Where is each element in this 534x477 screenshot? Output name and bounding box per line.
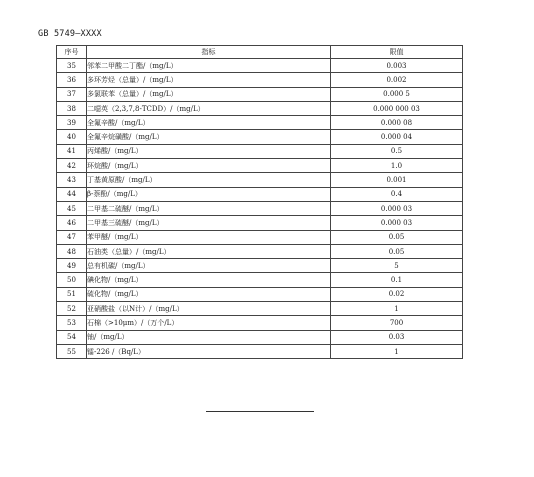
row-limit: 0.001 <box>331 173 463 187</box>
row-limit: 0.003 <box>331 59 463 73</box>
row-limit: 0.000 03 <box>331 201 463 215</box>
row-number: 48 <box>57 244 87 258</box>
table-row <box>57 130 463 144</box>
row-indicator: 碘化物/（mg/L） <box>87 273 331 287</box>
table-row <box>57 316 463 330</box>
row-indicator: β-萘酚/（mg/L） <box>87 187 331 201</box>
table-row <box>57 259 463 273</box>
end-rule <box>206 411 314 412</box>
row-limit: 5 <box>331 259 463 273</box>
row-number: 46 <box>57 216 87 230</box>
row-indicator: 全氟辛酸/（mg/L） <box>87 116 331 130</box>
row-indicator: 石油类（总量）/（mg/L） <box>87 244 331 258</box>
row-limit: 1 <box>331 302 463 316</box>
row-limit: 0.1 <box>331 273 463 287</box>
row-limit: 700 <box>331 316 463 330</box>
row-number: 50 <box>57 273 87 287</box>
column-header-indicator: 指标 <box>87 46 331 59</box>
row-number: 40 <box>57 130 87 144</box>
table-row <box>57 201 463 215</box>
indicator-limits-table <box>56 45 463 359</box>
row-number: 36 <box>57 73 87 87</box>
table-row <box>57 173 463 187</box>
row-indicator: 苯甲醚/（mg/L） <box>87 230 331 244</box>
row-indicator: 全氟辛烷磺酸/（mg/L） <box>87 130 331 144</box>
row-number: 41 <box>57 144 87 158</box>
row-number: 47 <box>57 230 87 244</box>
row-number: 42 <box>57 159 87 173</box>
table-row <box>57 344 463 358</box>
row-limit: 0.000 08 <box>331 116 463 130</box>
row-limit: 1 <box>331 344 463 358</box>
row-limit: 0.000 000 03 <box>331 101 463 115</box>
table-row <box>57 159 463 173</box>
table-row <box>57 187 463 201</box>
row-number: 49 <box>57 259 87 273</box>
row-indicator: 二噁英（2,3,7,8-TCDD）/（mg/L） <box>87 101 331 115</box>
row-limit: 0.02 <box>331 287 463 301</box>
row-number: 35 <box>57 59 87 73</box>
row-indicator: 丁基黄原酸/（mg/L） <box>87 173 331 187</box>
table-row <box>57 73 463 87</box>
row-number: 51 <box>57 287 87 301</box>
row-number: 45 <box>57 201 87 215</box>
row-number: 43 <box>57 173 87 187</box>
row-limit: 1.0 <box>331 159 463 173</box>
row-number: 38 <box>57 101 87 115</box>
row-number: 39 <box>57 116 87 130</box>
row-limit: 0.000 04 <box>331 130 463 144</box>
row-indicator: 多氯联苯（总量）/（mg/L） <box>87 87 331 101</box>
standard-code: GB 5749—XXXX <box>38 29 102 39</box>
row-indicator: 铀/（mg/L） <box>87 330 331 344</box>
row-number: 53 <box>57 316 87 330</box>
column-header-number: 序号 <box>57 46 87 59</box>
row-limit: 0.4 <box>331 187 463 201</box>
row-number: 54 <box>57 330 87 344</box>
row-number: 44 <box>57 187 87 201</box>
table-row <box>57 330 463 344</box>
table-row <box>57 287 463 301</box>
row-limit: 0.05 <box>331 244 463 258</box>
row-limit: 0.002 <box>331 73 463 87</box>
table-row <box>57 59 463 73</box>
row-limit: 0.05 <box>331 230 463 244</box>
table-row <box>57 230 463 244</box>
row-indicator: 邻苯二甲酸二丁酯/（mg/L） <box>87 59 331 73</box>
table-row <box>57 144 463 158</box>
table-row <box>57 87 463 101</box>
row-indicator: 硫化物/（mg/L） <box>87 287 331 301</box>
table-row <box>57 116 463 130</box>
row-indicator: 环烷酸/（mg/L） <box>87 159 331 173</box>
table-header-row <box>57 46 463 59</box>
row-indicator: 多环芳烃（总量）/（mg/L） <box>87 73 331 87</box>
table-row <box>57 244 463 258</box>
row-number: 37 <box>57 87 87 101</box>
table-row <box>57 101 463 115</box>
row-limit: 0.5 <box>331 144 463 158</box>
row-indicator: 镭-226 /（Bq/L） <box>87 344 331 358</box>
column-header-limit: 限值 <box>331 46 463 59</box>
row-number: 55 <box>57 344 87 358</box>
table-row <box>57 216 463 230</box>
row-indicator: 二甲基二硫醚/（mg/L） <box>87 201 331 215</box>
row-indicator: 亚硝酸盐（以N计）/（mg/L） <box>87 302 331 316</box>
row-indicator: 丙烯酸/（mg/L） <box>87 144 331 158</box>
row-indicator: 总有机碳/（mg/L） <box>87 259 331 273</box>
row-number: 52 <box>57 302 87 316</box>
row-limit: 0.03 <box>331 330 463 344</box>
table-row <box>57 273 463 287</box>
row-limit: 0.000 5 <box>331 87 463 101</box>
row-indicator: 石棉（>10μm）/（万个/L） <box>87 316 331 330</box>
table-row <box>57 302 463 316</box>
row-indicator: 二甲基三硫醚/（mg/L） <box>87 216 331 230</box>
row-limit: 0.000 03 <box>331 216 463 230</box>
